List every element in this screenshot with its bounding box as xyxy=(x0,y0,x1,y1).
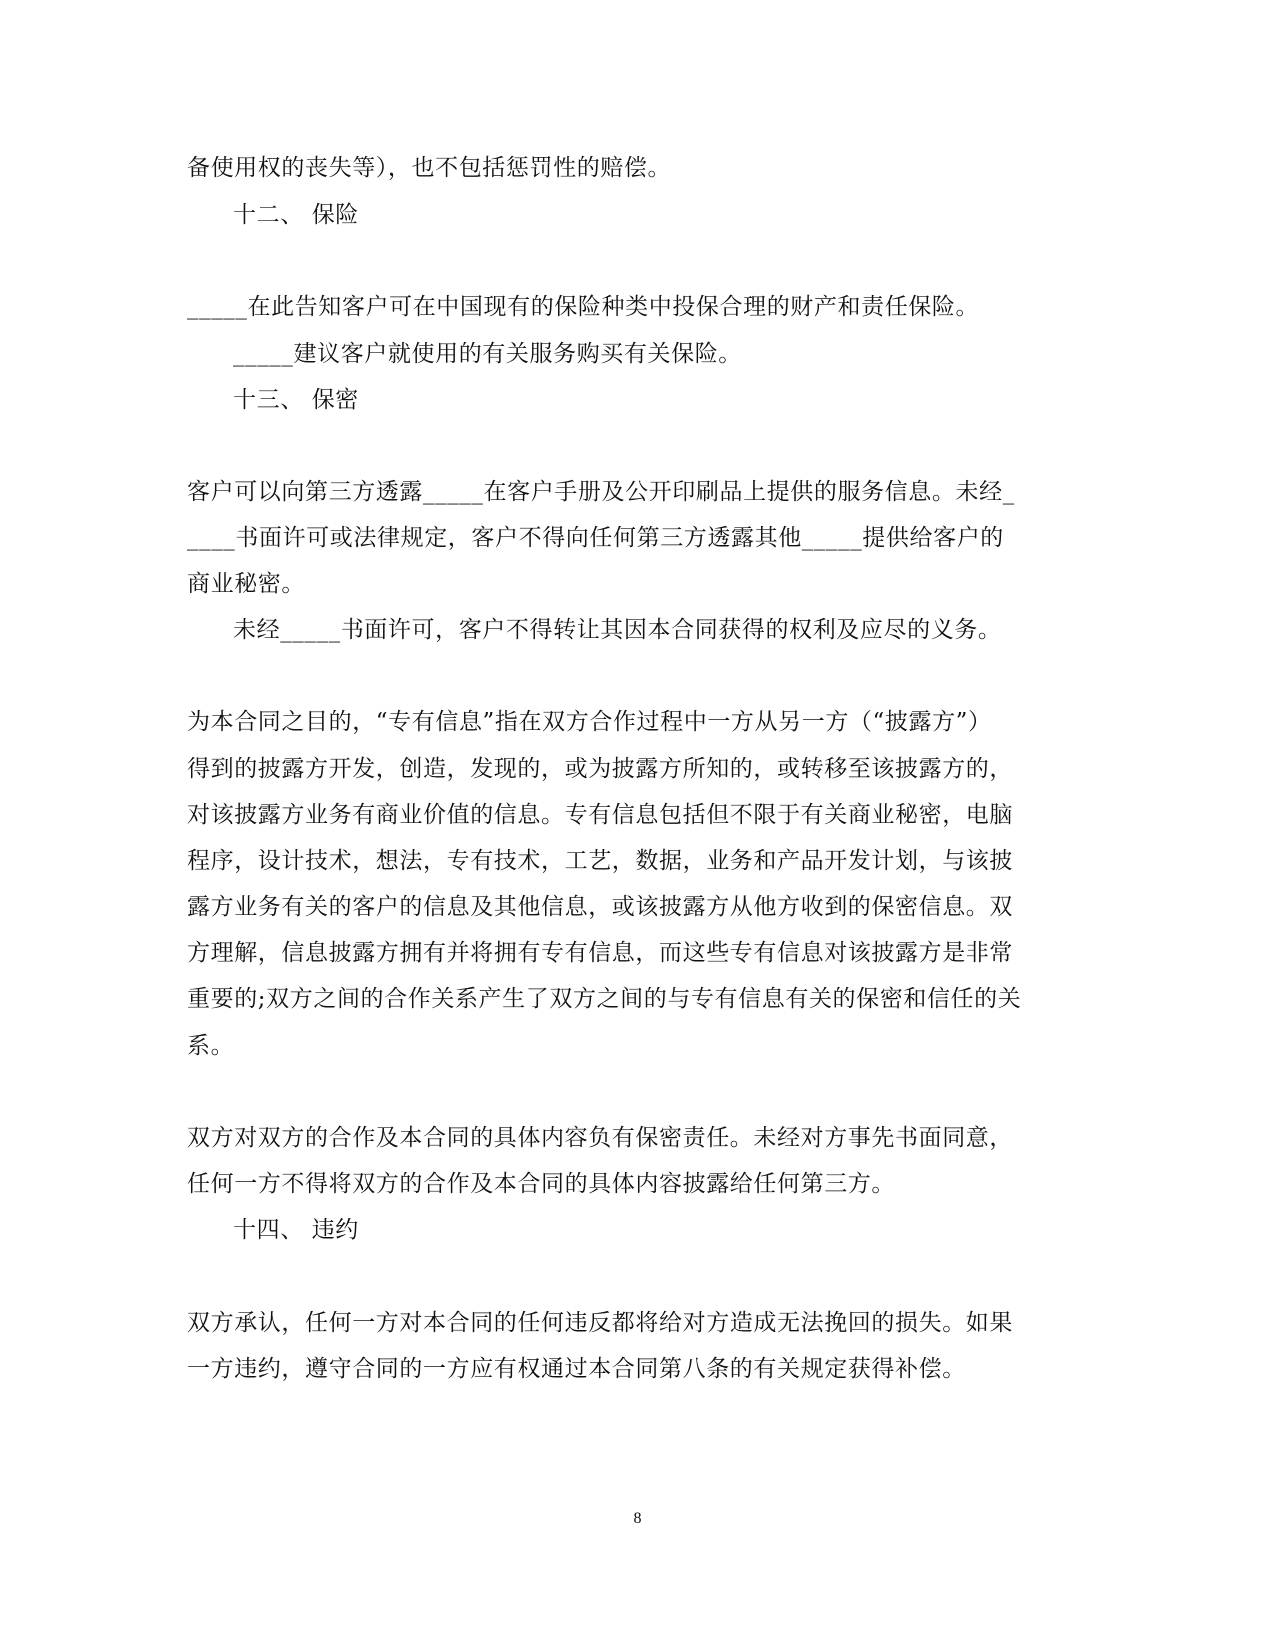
text-line: 方理解，信息披露方拥有并将拥有专有信息，而这些专有信息对该披露方是非常 xyxy=(187,940,1013,966)
text-line: 客户可以向第三方透露_____在客户手册及公开印刷品上提供的服务信息。未经_ xyxy=(187,479,1015,505)
section-heading: 十二、 保险 xyxy=(233,202,359,228)
text-line: 程序，设计技术，想法，专有技术，工艺，数据，业务和产品开发计划，与该披 xyxy=(187,848,1013,874)
text-line: ____书面许可或法律规定，客户不得向任何第三方透露其他_____提供给客户的 xyxy=(187,525,1004,551)
text-line: 露方业务有关的客户的信息及其他信息，或该披露方从他方收到的保密信息。双 xyxy=(187,894,1013,920)
section-heading: 十三、 保密 xyxy=(233,387,359,413)
text-line: 双方承认，任何一方对本合同的任何违反都将给对方造成无法挽回的损失。如果 xyxy=(187,1310,1013,1336)
text-line: 得到的披露方开发，创造，发现的，或为披露方所知的，或转移至该披露方的， xyxy=(187,756,1013,782)
text-line: 双方对双方的合作及本合同的具体内容负有保密责任。未经对方事先书面同意， xyxy=(187,1125,1013,1151)
text-line: 备使用权的丧失等），也不包括惩罚性的赔偿。 xyxy=(187,155,672,181)
text-line: 一方违约，遵守合同的一方应有权通过本合同第八条的有关规定获得补偿。 xyxy=(187,1356,966,1382)
section-heading: 十四、 违约 xyxy=(233,1217,359,1243)
text-line: 系。 xyxy=(187,1033,235,1059)
text-line: 任何一方不得将双方的合作及本合同的具体内容披露给任何第三方。 xyxy=(187,1171,895,1197)
text-line: 为本合同之目的，“专有信息”指在双方合作过程中一方从另一方（“披露方”） xyxy=(187,709,992,735)
text-line: _____在此告知客户可在中国现有的保险种类中投保合理的财产和责任保险。 xyxy=(187,294,980,320)
page-number: 8 xyxy=(633,1510,642,1527)
text-line: 对该披露方业务有商业价值的信息。专有信息包括但不限于有关商业秘密，电脑 xyxy=(187,802,1013,828)
text-line: 商业秘密。 xyxy=(187,571,305,597)
text-line: 未经_____书面许可，客户不得转让其因本合同获得的权利及应尽的义务。 xyxy=(233,617,1002,643)
text-line: 重要的;双方之间的合作关系产生了双方之间的与专有信息有关的保密和信任的关 xyxy=(187,986,1022,1012)
text-line: _____建议客户就使用的有关服务购买有关保险。 xyxy=(233,341,742,367)
